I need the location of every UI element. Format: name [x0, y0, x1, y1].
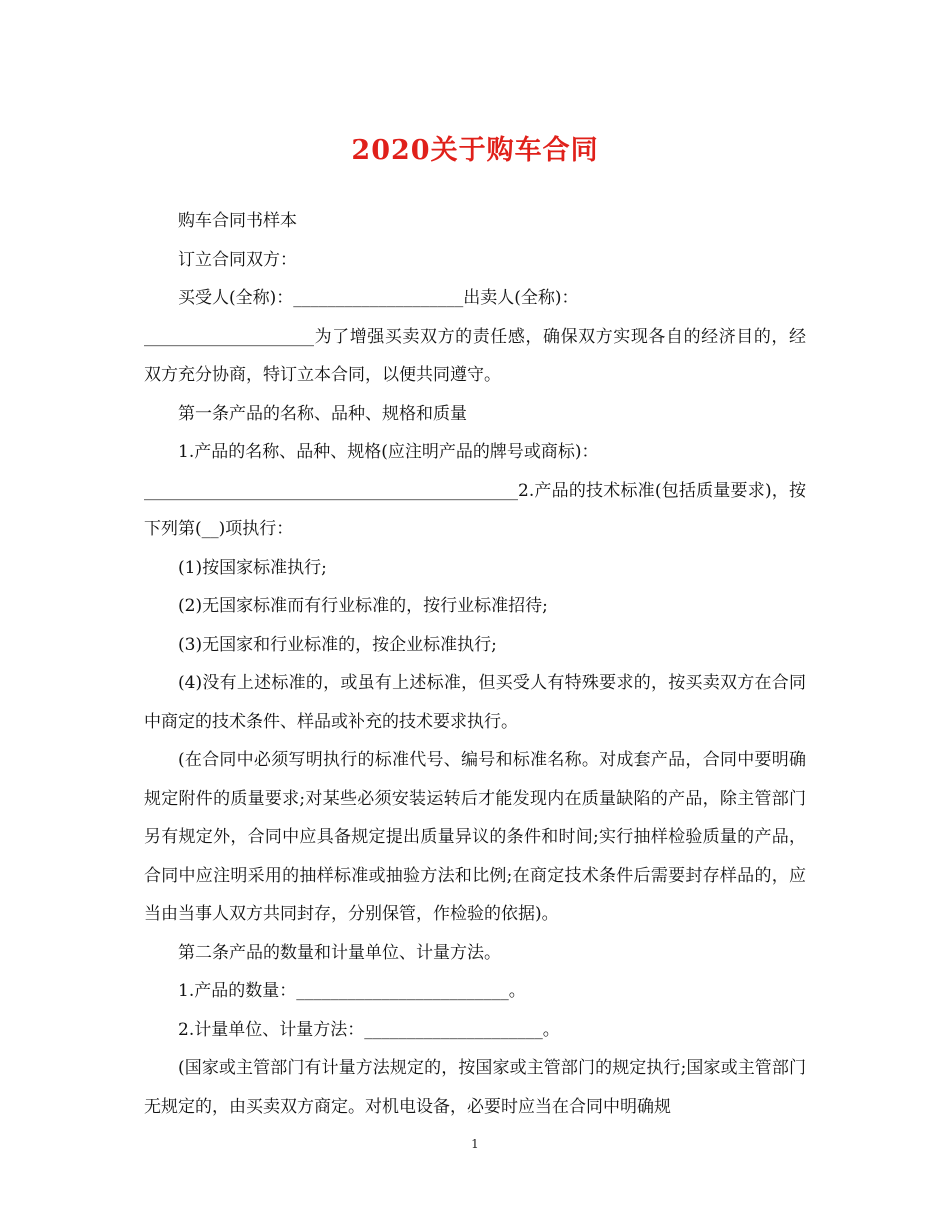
paragraph: 1.产品的名称、品种、规格(应注明产品的牌号或商标)： — [178, 442, 599, 462]
list-item: (4)没有上述标准的，或虽有上述标准，但买受人有特殊要求的，按买卖双方在合同中商定的技术条件、样品或补充的技术要求执行。 — [144, 673, 806, 732]
document-body — [144, 202, 806, 1126]
list-item: (3)无国家和行业标准的，按企业标准执行; — [178, 634, 497, 655]
list-item: (2)无国家标准而有行业标准的，按行业标准招待; — [178, 596, 548, 616]
paragraph: ____________________________________________2.产品的技术标准(包括质量要求)，按下列第(__)项执行： — [144, 480, 806, 539]
section-heading: 第一条产品的名称、品种、规格和质量 — [178, 403, 467, 424]
paragraph: 2.计量单位、计量方法：_____________________。 — [178, 1019, 560, 1040]
paragraph: 订立合同双方： — [178, 249, 297, 270]
paragraph: (在合同中必须写明执行的标准代号、编号和标准名称。对成套产品，合同中要明确规定附件的质量要求;对某些必须安装运转后才能发现内在质量缺陷的产品，除主管部门另有规定外，合同中应具备规定提出质量异议的条件和时间;实行抽样检验质量的产品，合同中应注明采用的抽样标准或抽验方法和比例;在商定技术条件后需要封存样品的，应当由当事人双方共同封存，分别保管，作检验的依据)。 — [144, 750, 806, 924]
paragraph: 购车合同书样本 — [178, 211, 297, 231]
document-title: 2020关于购车合同 — [351, 135, 599, 166]
section-heading: 第二条产品的数量和计量单位、计量方法。 — [178, 942, 501, 963]
page-number: 1 — [471, 1137, 479, 1151]
list-item: (1)按国家标准执行; — [178, 557, 327, 578]
paragraph: (国家或主管部门有计量方法规定的，按国家或主管部门的规定执行;国家或主管部门无规定的，由买卖双方商定。对机电设备，必要时应当在合同中明确规 — [144, 1058, 806, 1117]
paragraph: 1.产品的数量：_________________________。 — [178, 981, 526, 1001]
paragraph: ____________________为了增强买卖双方的责任感，确保双方实现各自的经济目的，经双方充分协商，特订立本合同，以便共同遵守。 — [144, 326, 806, 385]
paragraph: 买受人(全称)：____________________出卖人(全称)： — [178, 288, 579, 308]
